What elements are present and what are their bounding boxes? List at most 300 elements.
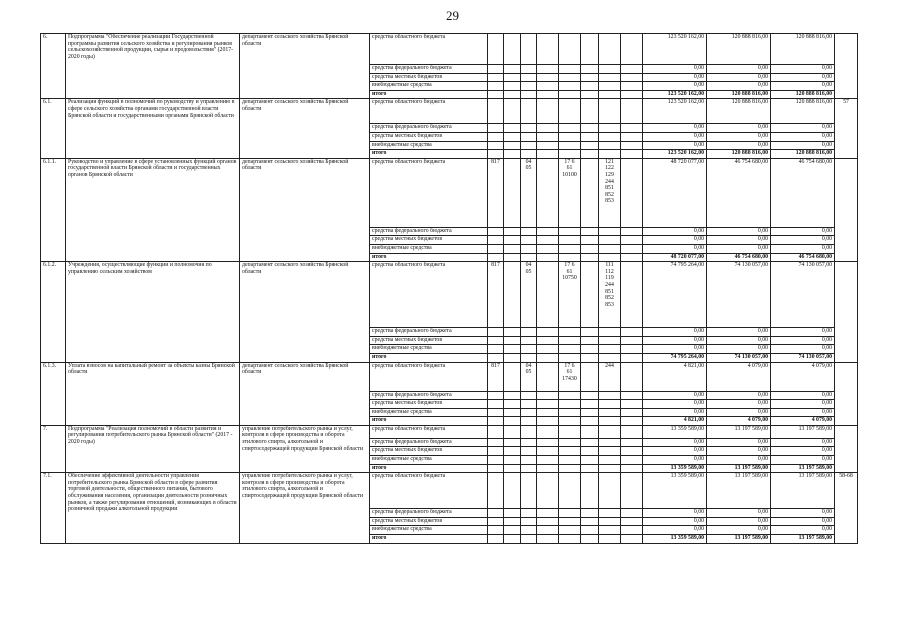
amount-2020: 74 130 057,00 xyxy=(771,353,835,362)
code-blank xyxy=(581,262,599,328)
code-blank xyxy=(521,227,537,236)
code-blank xyxy=(504,438,521,447)
funding-source: итого xyxy=(370,417,488,426)
code-blank xyxy=(559,464,581,473)
code-blank xyxy=(504,227,521,236)
code-blank xyxy=(537,34,559,65)
code-blank xyxy=(621,362,643,391)
code-blank xyxy=(488,150,504,159)
amount-2020: 0,00 xyxy=(771,456,835,465)
funding-source: средства федерального бюджета xyxy=(370,328,488,337)
vr-code: 244 xyxy=(599,362,621,391)
amount-2018: 0,00 xyxy=(643,456,707,465)
code-blank xyxy=(521,517,537,526)
code-blank xyxy=(504,509,521,518)
funding-source: средства местных бюджетов xyxy=(370,517,488,526)
amount-2018: 74 795 264,00 xyxy=(643,262,707,328)
grbs-code: 817 xyxy=(488,362,504,391)
code-blank xyxy=(504,90,521,99)
code-blank xyxy=(537,408,559,417)
code-blank xyxy=(521,141,537,150)
amount-2019: 0,00 xyxy=(707,456,771,465)
amount-2019: 0,00 xyxy=(707,236,771,245)
amount-2019: 13 197 589,00 xyxy=(707,535,771,544)
amount-2018: 0,00 xyxy=(643,391,707,400)
amount-2019: 0,00 xyxy=(707,517,771,526)
funding-source: итого xyxy=(370,90,488,99)
code-blank xyxy=(488,90,504,99)
code-blank xyxy=(581,345,599,354)
amount-2018: 13 359 589,00 xyxy=(643,535,707,544)
code-blank xyxy=(488,65,504,74)
amount-2018: 0,00 xyxy=(643,345,707,354)
funding-source: итого xyxy=(370,353,488,362)
code-blank xyxy=(581,473,599,509)
code-blank xyxy=(488,417,504,426)
code-blank xyxy=(581,158,599,227)
code-blank xyxy=(581,425,599,438)
code-blank xyxy=(537,400,559,409)
amount-2019: 0,00 xyxy=(707,438,771,447)
code-blank xyxy=(504,353,521,362)
funding-source: средства федерального бюджета xyxy=(370,227,488,236)
code-blank xyxy=(559,236,581,245)
code-blank xyxy=(537,345,559,354)
code-blank xyxy=(537,73,559,82)
code-blank xyxy=(521,124,537,133)
code-blank xyxy=(559,253,581,262)
code-blank xyxy=(559,345,581,354)
code-blank xyxy=(504,158,521,227)
item-executor: департамент сельского хозяйства Брянской области xyxy=(240,99,370,158)
code-blank xyxy=(599,447,621,456)
amount-2019: 0,00 xyxy=(707,526,771,535)
code-blank xyxy=(488,82,504,91)
code-blank xyxy=(521,456,537,465)
code-blank xyxy=(504,328,521,337)
amount-2020: 120 888 816,00 xyxy=(771,90,835,99)
vr-code: 111 112 119 244 851 852 853 xyxy=(599,262,621,328)
code-blank xyxy=(599,253,621,262)
amount-2018: 0,00 xyxy=(643,73,707,82)
code-blank xyxy=(581,82,599,91)
amount-2018: 0,00 xyxy=(643,328,707,337)
item-name: Уплата взносов на капитальный ремонт за объекты казны Брянской области xyxy=(66,362,240,425)
amount-2020: 0,00 xyxy=(771,400,835,409)
code-blank xyxy=(504,526,521,535)
code-blank xyxy=(537,158,559,227)
code-blank xyxy=(621,447,643,456)
code-blank xyxy=(537,509,559,518)
code-blank xyxy=(581,408,599,417)
csr-code xyxy=(559,473,581,509)
item-number: 7.1. xyxy=(41,473,66,543)
grbs-code xyxy=(488,34,504,65)
amount-2020: 0,00 xyxy=(771,517,835,526)
rz-code: 04 05 xyxy=(521,158,537,227)
code-blank xyxy=(621,400,643,409)
table-row xyxy=(41,473,858,509)
code-blank xyxy=(581,353,599,362)
amount-2018: 0,00 xyxy=(643,400,707,409)
amount-2020: 0,00 xyxy=(771,132,835,141)
indicator-ref xyxy=(835,262,858,362)
code-blank xyxy=(521,535,537,544)
code-blank xyxy=(581,244,599,253)
item-number: 6.1.2. xyxy=(41,262,66,362)
code-blank xyxy=(559,82,581,91)
code-blank xyxy=(621,236,643,245)
item-name: Подпрограмма "Реализация полномочий в области развития и регулирования потребительского рынка Брянской области" (2017 - 2020 годы) xyxy=(66,425,240,472)
code-blank xyxy=(581,447,599,456)
code-blank xyxy=(581,141,599,150)
code-blank xyxy=(488,464,504,473)
code-blank xyxy=(504,517,521,526)
code-blank xyxy=(504,425,521,438)
code-blank xyxy=(559,244,581,253)
code-blank xyxy=(621,34,643,65)
amount-2020: 0,00 xyxy=(771,526,835,535)
code-blank xyxy=(599,509,621,518)
code-blank xyxy=(488,438,504,447)
amount-2018: 0,00 xyxy=(643,336,707,345)
code-blank xyxy=(599,535,621,544)
code-blank xyxy=(559,535,581,544)
code-blank xyxy=(599,336,621,345)
code-blank xyxy=(488,244,504,253)
code-blank xyxy=(581,362,599,391)
code-blank xyxy=(559,73,581,82)
code-blank xyxy=(559,65,581,74)
code-blank xyxy=(621,509,643,518)
code-blank xyxy=(599,65,621,74)
code-blank xyxy=(537,328,559,337)
code-blank xyxy=(599,141,621,150)
code-blank xyxy=(621,141,643,150)
amount-2018: 0,00 xyxy=(643,124,707,133)
code-blank xyxy=(621,345,643,354)
amount-2019: 0,00 xyxy=(707,345,771,354)
amount-2019: 0,00 xyxy=(707,65,771,74)
code-blank xyxy=(504,82,521,91)
code-blank xyxy=(488,391,504,400)
amount-2020: 0,00 xyxy=(771,391,835,400)
amount-2018: 13 359 589,00 xyxy=(643,464,707,473)
amount-2020: 0,00 xyxy=(771,236,835,245)
code-blank xyxy=(559,227,581,236)
csr-code xyxy=(559,425,581,438)
code-blank xyxy=(521,236,537,245)
code-blank xyxy=(504,262,521,328)
code-blank xyxy=(504,336,521,345)
code-blank xyxy=(537,227,559,236)
amount-2020: 0,00 xyxy=(771,227,835,236)
code-blank xyxy=(621,408,643,417)
code-blank xyxy=(599,244,621,253)
amount-2020: 0,00 xyxy=(771,244,835,253)
amount-2019: 0,00 xyxy=(707,244,771,253)
code-blank xyxy=(488,227,504,236)
amount-2020: 0,00 xyxy=(771,336,835,345)
item-name: Обеспечение эффективной деятельности управления потребительского рынка Брянской области в сфере развития торговой деятельности, общественного питания, бытового обслуживания населения, организации деятельности розничных рынков, а также регулирования отношений, возникающих в области розничной продажи алкогольной продукции xyxy=(66,473,240,543)
amount-2018: 0,00 xyxy=(643,509,707,518)
rz-code xyxy=(521,99,537,124)
funding-source: внебюджетные средства xyxy=(370,82,488,91)
code-blank xyxy=(488,236,504,245)
code-blank xyxy=(599,328,621,337)
code-blank xyxy=(504,456,521,465)
funding-source: средства областного бюджета xyxy=(370,262,488,328)
amount-2020: 120 888 816,00 xyxy=(771,34,835,65)
code-blank xyxy=(488,517,504,526)
funding-source: внебюджетные средства xyxy=(370,408,488,417)
code-blank xyxy=(504,65,521,74)
item-name: Реализация функций в полномочий по руководству и управлению в сфере сельского хозяйства органами государственной власти Брянской области и государственными органами Брянской области xyxy=(66,99,240,158)
code-blank xyxy=(504,417,521,426)
amount-2020: 0,00 xyxy=(771,124,835,133)
funding-source: итого xyxy=(370,535,488,544)
csr-code xyxy=(559,99,581,124)
code-blank xyxy=(521,408,537,417)
code-blank xyxy=(504,132,521,141)
code-blank xyxy=(559,391,581,400)
amount-2019: 0,00 xyxy=(707,336,771,345)
indicator-ref: 58-68 xyxy=(835,473,858,543)
amount-2018: 0,00 xyxy=(643,526,707,535)
code-blank xyxy=(521,65,537,74)
code-blank xyxy=(621,158,643,227)
code-blank xyxy=(521,464,537,473)
amount-2018: 123 520 162,00 xyxy=(643,90,707,99)
code-blank xyxy=(537,362,559,391)
amount-2018: 0,00 xyxy=(643,236,707,245)
code-blank xyxy=(559,124,581,133)
table-row xyxy=(41,34,858,65)
code-blank xyxy=(599,517,621,526)
code-blank xyxy=(537,150,559,159)
amount-2019: 0,00 xyxy=(707,141,771,150)
code-blank xyxy=(537,456,559,465)
code-blank xyxy=(559,400,581,409)
vr-code xyxy=(599,34,621,65)
item-executor: управление потребительского рынка и услуг, контроля в сфере производства и оборота этилового спирта, алкогольной и спиртосодержащей продукции Брянской области xyxy=(240,425,370,472)
amount-2018: 0,00 xyxy=(643,517,707,526)
code-blank xyxy=(559,517,581,526)
amount-2018: 48 720 077,00 xyxy=(643,158,707,227)
code-blank xyxy=(504,535,521,544)
amount-2019: 13 197 589,00 xyxy=(707,473,771,509)
table-row xyxy=(41,262,858,328)
amount-2020: 13 197 589,00 xyxy=(771,535,835,544)
code-blank xyxy=(581,456,599,465)
grbs-code xyxy=(488,99,504,124)
code-blank xyxy=(581,65,599,74)
code-blank xyxy=(621,253,643,262)
funding-source: внебюджетные средства xyxy=(370,345,488,354)
funding-source: внебюджетные средства xyxy=(370,526,488,535)
funding-source: внебюджетные средства xyxy=(370,244,488,253)
amount-2020: 0,00 xyxy=(771,141,835,150)
code-blank xyxy=(581,124,599,133)
code-blank xyxy=(521,391,537,400)
funding-source: средства областного бюджета xyxy=(370,99,488,124)
code-blank xyxy=(537,262,559,328)
amount-2020: 0,00 xyxy=(771,345,835,354)
code-blank xyxy=(599,408,621,417)
code-blank xyxy=(559,328,581,337)
amount-2019: 74 130 057,00 xyxy=(707,262,771,328)
code-blank xyxy=(537,417,559,426)
code-blank xyxy=(599,82,621,91)
funding-source: средства областного бюджета xyxy=(370,425,488,438)
item-executor: департамент сельского хозяйства Брянской области xyxy=(240,262,370,362)
code-blank xyxy=(621,124,643,133)
amount-2020: 0,00 xyxy=(771,73,835,82)
code-blank xyxy=(521,447,537,456)
item-name: Учреждения, осуществляющие функции и полномочия по управлению сельским хозяйством xyxy=(66,262,240,362)
code-blank xyxy=(581,391,599,400)
code-blank xyxy=(537,336,559,345)
code-blank xyxy=(537,526,559,535)
amount-2019: 46 754 680,00 xyxy=(707,158,771,227)
code-blank xyxy=(581,227,599,236)
code-blank xyxy=(504,464,521,473)
code-blank xyxy=(521,400,537,409)
code-blank xyxy=(504,345,521,354)
funding-source: средства местных бюджетов xyxy=(370,447,488,456)
code-blank xyxy=(559,509,581,518)
code-blank xyxy=(621,473,643,509)
code-blank xyxy=(521,417,537,426)
code-blank xyxy=(537,473,559,509)
code-blank xyxy=(599,73,621,82)
code-blank xyxy=(559,438,581,447)
code-blank xyxy=(504,253,521,262)
vr-code xyxy=(599,99,621,124)
funding-source: средства федерального бюджета xyxy=(370,65,488,74)
code-blank xyxy=(521,328,537,337)
budget-table xyxy=(40,33,858,544)
code-blank xyxy=(581,417,599,426)
amount-2019: 13 197 589,00 xyxy=(707,425,771,438)
amount-2020: 0,00 xyxy=(771,438,835,447)
amount-2020: 4 079,00 xyxy=(771,417,835,426)
code-blank xyxy=(559,408,581,417)
amount-2019: 120 888 816,00 xyxy=(707,150,771,159)
code-blank xyxy=(621,90,643,99)
amount-2019: 0,00 xyxy=(707,82,771,91)
funding-source: итого xyxy=(370,150,488,159)
code-blank xyxy=(521,509,537,518)
code-blank xyxy=(599,132,621,141)
page-number: 29 xyxy=(446,8,459,23)
amount-2019: 0,00 xyxy=(707,124,771,133)
code-blank xyxy=(521,336,537,345)
code-blank xyxy=(537,65,559,74)
amount-2018: 4 821,00 xyxy=(643,417,707,426)
amount-2020: 120 888 816,00 xyxy=(771,99,835,124)
code-blank xyxy=(488,73,504,82)
amount-2019: 0,00 xyxy=(707,73,771,82)
table-row xyxy=(41,158,858,227)
vr-code xyxy=(599,425,621,438)
code-blank xyxy=(521,90,537,99)
code-blank xyxy=(488,509,504,518)
code-blank xyxy=(621,526,643,535)
code-blank xyxy=(521,73,537,82)
grbs-code: 817 xyxy=(488,262,504,328)
amount-2019: 0,00 xyxy=(707,328,771,337)
csr-code: 17 6 61 17430 xyxy=(559,362,581,391)
amount-2018: 48 720 077,00 xyxy=(643,253,707,262)
amount-2018: 0,00 xyxy=(643,132,707,141)
code-blank xyxy=(488,526,504,535)
code-blank xyxy=(599,464,621,473)
code-blank xyxy=(621,456,643,465)
code-blank xyxy=(559,150,581,159)
csr-code xyxy=(559,34,581,65)
item-number: 6.1.3. xyxy=(41,362,66,425)
code-blank xyxy=(621,464,643,473)
code-blank xyxy=(581,73,599,82)
code-blank xyxy=(581,99,599,124)
code-blank xyxy=(581,336,599,345)
grbs-code xyxy=(488,473,504,509)
code-blank xyxy=(488,124,504,133)
code-blank xyxy=(488,141,504,150)
code-blank xyxy=(581,438,599,447)
amount-2019: 0,00 xyxy=(707,400,771,409)
code-blank xyxy=(581,464,599,473)
code-blank xyxy=(488,328,504,337)
funding-source: средства федерального бюджета xyxy=(370,124,488,133)
code-blank xyxy=(621,336,643,345)
csr-code: 17 6 61 10750 xyxy=(559,262,581,328)
amount-2018: 4 821,00 xyxy=(643,362,707,391)
code-blank xyxy=(521,253,537,262)
code-blank xyxy=(504,244,521,253)
indicator-ref xyxy=(835,34,858,99)
code-blank xyxy=(521,345,537,354)
table-row xyxy=(41,425,858,438)
code-blank xyxy=(537,391,559,400)
item-executor: департамент сельского хозяйства Брянской области xyxy=(240,362,370,425)
code-blank xyxy=(599,227,621,236)
amount-2019: 0,00 xyxy=(707,391,771,400)
code-blank xyxy=(504,34,521,65)
funding-source: средства федерального бюджета xyxy=(370,438,488,447)
code-blank xyxy=(504,391,521,400)
funding-source: средства областного бюджета xyxy=(370,158,488,227)
amount-2018: 0,00 xyxy=(643,244,707,253)
table-row xyxy=(41,99,858,124)
code-blank xyxy=(537,244,559,253)
indicator-ref: 57 xyxy=(835,99,858,158)
indicator-ref xyxy=(835,425,858,472)
amount-2019: 0,00 xyxy=(707,408,771,417)
code-blank xyxy=(621,132,643,141)
amount-2020: 46 754 680,00 xyxy=(771,158,835,227)
code-blank xyxy=(621,262,643,328)
amount-2020: 13 197 589,00 xyxy=(771,425,835,438)
funding-source: средства областного бюджета xyxy=(370,34,488,65)
code-blank xyxy=(599,236,621,245)
code-blank xyxy=(621,150,643,159)
funding-source: итого xyxy=(370,464,488,473)
code-blank xyxy=(521,150,537,159)
amount-2018: 0,00 xyxy=(643,227,707,236)
amount-2018: 0,00 xyxy=(643,65,707,74)
